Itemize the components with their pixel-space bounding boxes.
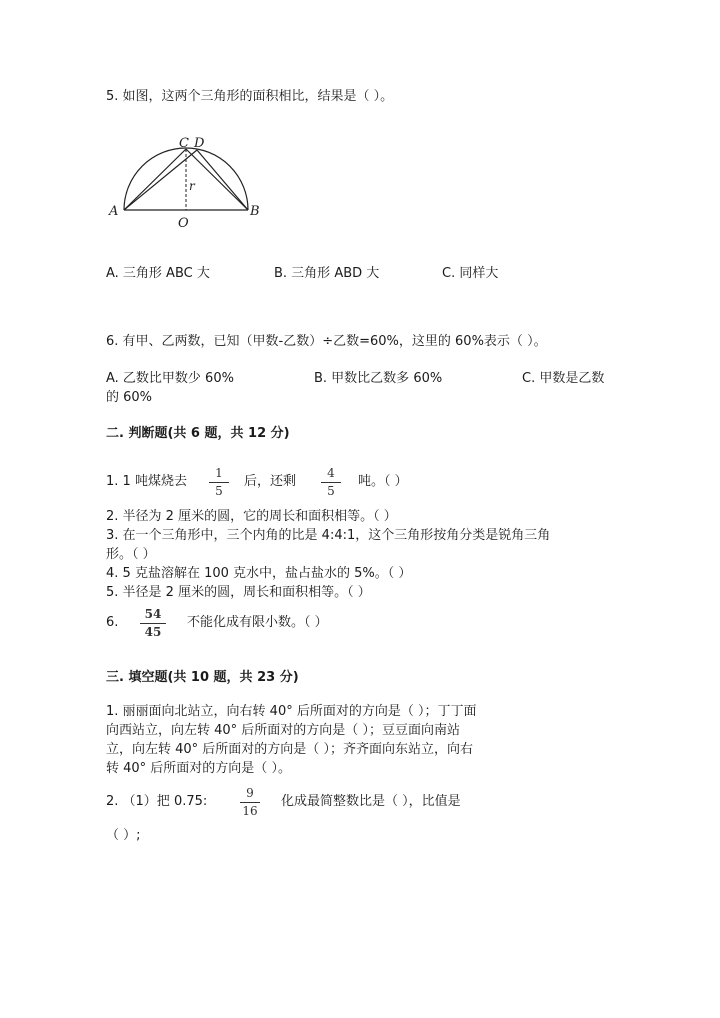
s3-q2-part1: 2. （1）把 0.75: [106,794,208,809]
q6-option-c-cont: 的 60% [106,390,153,405]
fraction-bar [321,482,341,483]
s3-q2-fraction [240,786,260,819]
s2-q6-text: 不能化成有限小数。（ ） [187,615,328,630]
s2-q2: 2. 半径为 2 厘米的圆，它的周长和面积相等。（ ） [106,509,397,524]
label-d: D [194,136,205,151]
q5-option-a: A. 三角形 ABC 大 [106,266,210,281]
q6-text: 6. 有甲、乙两数，已知（甲数-乙数）÷乙数=60%，这里的 60%表示（ ）。 [106,334,547,349]
fraction-denominator: 5 [215,484,223,498]
s3-q1-line2: 向西站立，向左转 40° 后所面对的方向是（ ）；豆豆面向南站 [106,723,460,738]
fraction-denominator: 16 [242,804,258,818]
q5-option-b: B. 三角形 ABD 大 [274,266,380,281]
s2-q6-fraction [140,607,166,640]
q5-text: 5. 如图，这两个三角形的面积相比，结果是（ ）。 [106,89,394,104]
s3-q1-line1: 1. 丽丽面向北站立，向右转 40° 后所面对的方向是（ ）；丁丁面 [106,704,477,719]
s2-q3-line1: 3. 在一个三角形中，三个内角的比是 4:4:1，这个三角形按角分类是锐角三角 [106,528,551,543]
label-a: A [109,204,119,219]
section2-title: 二. 判断题(共 6 题，共 12 分) [106,426,290,441]
s3-q2-line2: （ ）; [106,828,141,843]
fraction-denominator: 45 [144,625,162,639]
fraction-numerator: 9 [246,786,254,800]
section3-title: 三. 填空题(共 10 题，共 23 分) [106,670,299,685]
s2-q1-fraction-1 [209,466,229,499]
s2-q1-part3: 吨。（ ） [358,474,408,489]
label-b: B [250,204,260,219]
s2-q1-fraction-2 [321,466,341,499]
label-r: r [189,179,195,193]
s2-q5: 5. 半径是 2 厘米的圆，周长和面积相等。（ ） [106,585,371,600]
q5-option-c: C. 同样大 [442,266,499,281]
s3-q2-part2: 化成最简整数比是（ ），比值是 [281,794,461,809]
s2-q1-part1: 1. 1 吨煤烧去 [106,474,187,489]
semicircle-figure [106,130,266,230]
s3-q1-line4: 转 40° 后所面对的方向是（ ）。 [106,761,291,776]
s2-q1-part2: 后，还剩 [244,474,297,489]
q6-option-a: A. 乙数比甲数少 60% [106,371,234,386]
fraction-denominator: 5 [327,484,335,498]
q6-option-c: C. 甲数是乙数 [522,371,605,386]
label-o: O [178,216,189,230]
fraction-numerator: 54 [144,607,162,621]
s2-q6-number: 6. [106,615,119,630]
fraction-numerator: 1 [215,466,223,480]
q6-option-b: B. 甲数比乙数多 60% [314,371,443,386]
fraction-bar [240,802,260,803]
label-c: C [179,136,189,151]
s2-q3-line2: 形。（ ） [106,547,156,562]
s3-q1-line3: 立，向左转 40° 后所面对的方向是（ ）；齐齐面向东站立，向右 [106,742,473,757]
s2-q4: 4. 5 克盐溶解在 100 克水中，盐占盐水的 5%。（ ） [106,566,412,581]
fraction-bar [209,482,229,483]
fraction-bar [140,623,166,624]
fraction-numerator: 4 [327,466,335,480]
